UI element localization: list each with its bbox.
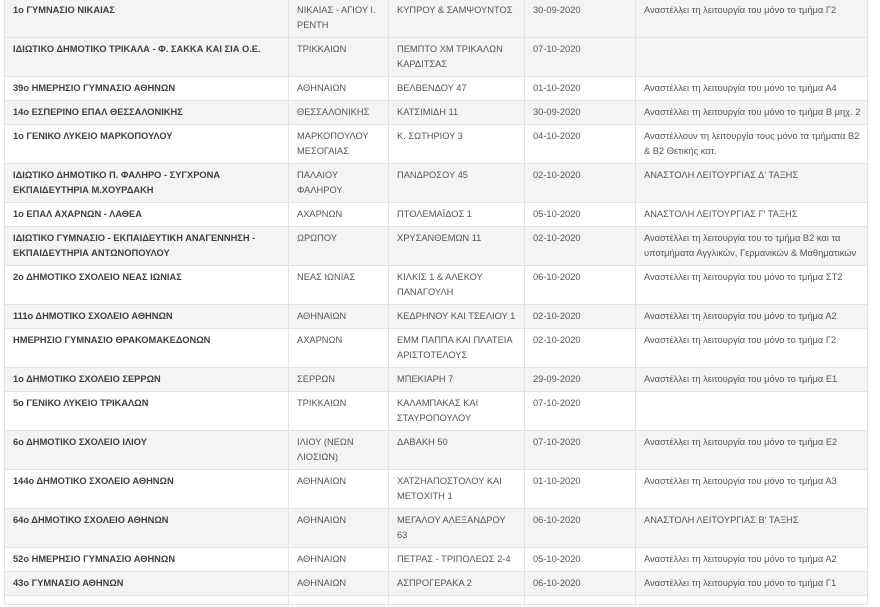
table-row: [5, 509, 868, 548]
table-row: [5, 77, 868, 101]
address-cell: ΜΠΕΚΙΑΡΗ 7: [389, 368, 525, 392]
municipality-cell: ΑΘΗΝΑΙΩΝ: [289, 548, 389, 572]
municipality-cell: ΑΘΗΝΑΙΩΝ: [289, 305, 389, 329]
municipality-cell: ΑΘΗΝΑΙΩΝ: [289, 572, 389, 596]
table-row: [5, 392, 868, 431]
note-cell: Αναστέλλει τη λειτουργία του μόνο το τμήμα Ε1: [636, 368, 868, 392]
date-cell: 02-10-2020: [525, 227, 636, 266]
school-name-cell: ΗΜΕΡΗΣΙΟ ΓΥΜΝΑΣΙΟ ΘΡΑΚΟΜΑΚΕΔΟΝΩΝ: [5, 329, 289, 368]
date-cell: 30-09-2020: [525, 101, 636, 125]
address-cell: Κ. ΣΩΤΗΡΙΟΥ 3: [389, 125, 525, 164]
school-name-cell: [5, 596, 289, 605]
school-name-cell: 14ο ΕΣΠΕΡΙΝΟ ΕΠΑΛ ΘΕΣΣΑΛΟΝΙΚΗΣ: [5, 101, 289, 125]
school-suspensions-table: [4, 0, 868, 605]
table-row: [5, 227, 868, 266]
address-cell: ΠΕΤΡΑΣ - ΤΡΙΠΟΛΕΩΣ 2-4: [389, 548, 525, 572]
municipality-cell: ΑΧΑΡΝΩΝ: [289, 329, 389, 368]
address-cell: ΚΑΤΣΙΜΙΔΗ 11: [389, 101, 525, 125]
school-name-cell: 5ο ΓΕΝΙΚΟ ΛΥΚΕΙΟ ΤΡΙΚΑΛΩΝ: [5, 392, 289, 431]
school-name-cell: 144ο ΔΗΜΟΤΙΚΟ ΣΧΟΛΕΙΟ ΑΘΗΝΩΝ: [5, 470, 289, 509]
table-body: [5, 0, 868, 605]
address-cell: ΚΑΛΑΜΠΑΚΑΣ ΚΑΙ ΣΤΑΥΡΟΠΟΥΛΟΥ: [389, 392, 525, 431]
address-cell: ΧΑΤΖΗΑΠΟΣΤΟΛΟΥ ΚΑΙ ΜΕΤΟΧΙΤΗ 1: [389, 470, 525, 509]
municipality-cell: ΑΘΗΝΑΙΩΝ: [289, 470, 389, 509]
address-cell: ΠΑΝΔΡΟΣΟΥ 45: [389, 164, 525, 203]
table-row: [5, 470, 868, 509]
table-row: [5, 266, 868, 305]
address-cell: ΔΑΒΑΚΗ 50: [389, 431, 525, 470]
note-cell: Αναστέλλει τη λειτουργία του μόνο το τμήμα Γ2: [636, 0, 868, 38]
address-cell: [389, 596, 525, 605]
address-cell: ΕΜΜ ΠΑΠΠΑ ΚΑΙ ΠΛΑΤΕΙΑ ΑΡΙΣΤΟΤΕΛΟΥΣ: [389, 329, 525, 368]
address-cell: ΧΡΥΣΑΝΘΕΜΩΝ 11: [389, 227, 525, 266]
date-cell: 07-10-2020: [525, 392, 636, 431]
date-cell: 06-10-2020: [525, 266, 636, 305]
date-cell: 06-10-2020: [525, 572, 636, 596]
note-cell: Αναστέλλει τη λειτουργία του μόνο το τμήμα Γ2: [636, 329, 868, 368]
note-cell: ΑΝΑΣΤΟΛΗ ΛΕΙΤΟΥΡΓΙΑΣ Δ' ΤΑΞΗΣ: [636, 164, 868, 203]
address-cell: ΠΕΜΠΤΟ ΧΜ ΤΡΙΚΑΛΩΝ ΚΑΡΔΙΤΣΑΣ: [389, 38, 525, 77]
table-row: [5, 0, 868, 38]
table-row: [5, 305, 868, 329]
note-cell: Αναστέλλει τη λειτουργία του μόνο το τμήμα Α3: [636, 470, 868, 509]
address-cell: ΠΤΟΛΕΜΑΪΔΟΣ 1: [389, 203, 525, 227]
municipality-cell: ΑΧΑΡΝΩΝ: [289, 203, 389, 227]
table-row: [5, 548, 868, 572]
date-cell: [525, 596, 636, 605]
note-cell: Αναστέλλει τη λειτουργία του μόνο το τμήμα Β μηχ. 2: [636, 101, 868, 125]
note-cell: Αναστέλλουν τη λειτουργία τους μόνο τα τμήματα Β2 & Β2 Θετικής κατ.: [636, 125, 868, 164]
note-cell: Αναστέλλει τη λειτουργία του μόνο το τμήμα Ε2: [636, 431, 868, 470]
school-name-cell: 1ο ΕΠΑΛ ΑΧΑΡΝΩΝ - ΛΑΘΕΑ: [5, 203, 289, 227]
school-name-cell: ΙΔΙΩΤΙΚΟ ΓΥΜΝΑΣΙΟ - ΕΚΠΑΙΔΕΥΤΙΚΗ ΑΝΑΓΕΝΝΗΣΗ - ΕΚΠΑΙΔΕΥΤΗΡΙΑ ΑΝΤΩΝΟΠΟΥΛΟΥ: [5, 227, 289, 266]
date-cell: 07-10-2020: [525, 38, 636, 77]
municipality-cell: ΙΛΙΟΥ (ΝΕΩΝ ΛΙΟΣΙΩΝ): [289, 431, 389, 470]
municipality-cell: ΤΡΙΚΚΑΙΩΝ: [289, 38, 389, 77]
table-row: [5, 38, 868, 77]
municipality-cell: ΠΑΛΑΙΟΥ ΦΑΛΗΡΟΥ: [289, 164, 389, 203]
date-cell: 29-09-2020: [525, 368, 636, 392]
date-cell: 02-10-2020: [525, 305, 636, 329]
table-row: [5, 431, 868, 470]
table-row: [5, 329, 868, 368]
municipality-cell: ΝΕΑΣ ΙΩΝΙΑΣ: [289, 266, 389, 305]
school-name-cell: 64ο ΔΗΜΟΤΙΚΟ ΣΧΟΛΕΙΟ ΑΘΗΝΩΝ: [5, 509, 289, 548]
municipality-cell: ΣΕΡΡΩΝ: [289, 368, 389, 392]
school-name-cell: 1ο ΔΗΜΟΤΙΚΟ ΣΧΟΛΕΙΟ ΣΕΡΡΩΝ: [5, 368, 289, 392]
school-name-cell: 2ο ΔΗΜΟΤΙΚΟ ΣΧΟΛΕΙΟ ΝΕΑΣ ΙΩΝΙΑΣ: [5, 266, 289, 305]
note-cell: [636, 596, 868, 605]
date-cell: 01-10-2020: [525, 77, 636, 101]
table-row: [5, 101, 868, 125]
note-cell: ΑΝΑΣΤΟΛΗ ΛΕΙΤΟΥΡΓΙΑΣ Β' ΤΑΞΗΣ: [636, 509, 868, 548]
note-cell: Αναστέλλει τη λειτουργία του μόνο το τμήμα ΣΤ2: [636, 266, 868, 305]
municipality-cell: ΑΘΗΝΑΙΩΝ: [289, 77, 389, 101]
school-name-cell: 52ο ΗΜΕΡΗΣΙΟ ΓΥΜΝΑΣΙΟ ΑΘΗΝΩΝ: [5, 548, 289, 572]
school-name-cell: ΙΔΙΩΤΙΚΟ ΔΗΜΟΤΙΚΟ ΤΡΙΚΑΛΑ - Φ. ΣΑΚΚΑ ΚΑΙ ΣΙΑ Ο.Ε.: [5, 38, 289, 77]
table-row: [5, 164, 868, 203]
municipality-cell: ΘΕΣΣΑΛΟΝΙΚΗΣ: [289, 101, 389, 125]
municipality-cell: ΑΘΗΝΑΙΩΝ: [289, 509, 389, 548]
municipality-cell: ΜΑΡΚΟΠΟΥΛΟΥ ΜΕΣΟΓΑΙΑΣ: [289, 125, 389, 164]
date-cell: 02-10-2020: [525, 329, 636, 368]
note-cell: ΑΝΑΣΤΟΛΗ ΛΕΙΤΟΥΡΓΙΑΣ Γ' ΤΑΞΗΣ: [636, 203, 868, 227]
table-row: [5, 368, 868, 392]
municipality-cell: ΩΡΩΠΟΥ: [289, 227, 389, 266]
school-name-cell: 6ο ΔΗΜΟΤΙΚΟ ΣΧΟΛΕΙΟ ΙΛΙΟΥ: [5, 431, 289, 470]
address-cell: ΜΕΓΑΛΟΥ ΑΛΕΞΑΝΔΡΟΥ 63: [389, 509, 525, 548]
date-cell: 30-09-2020: [525, 0, 636, 38]
school-name-cell: 1ο ΓΕΝΙΚΟ ΛΥΚΕΙΟ ΜΑΡΚΟΠΟΥΛΟΥ: [5, 125, 289, 164]
address-cell: ΑΣΠΡΟΓΕΡΑΚΑ 2: [389, 572, 525, 596]
note-cell: [636, 392, 868, 431]
note-cell: Αναστέλλει τη λειτουργία του μόνο το τμήμα Α4: [636, 77, 868, 101]
school-name-cell: 1ο ΓΥΜΝΑΣΙΟ ΝΙΚΑΙΑΣ: [5, 0, 289, 38]
municipality-cell: ΝΙΚΑΙΑΣ - ΑΓΙΟΥ Ι. ΡΕΝΤΗ: [289, 0, 389, 38]
date-cell: 02-10-2020: [525, 164, 636, 203]
address-cell: ΚΙΛΚΙΣ 1 & ΑΛΕΚΟΥ ΠΑΝΑΓΟΥΛΗ: [389, 266, 525, 305]
table-row: [5, 572, 868, 596]
address-cell: ΚΕΔΡΗΝΟΥ ΚΑΙ ΤΣΕΛΙΟΥ 1: [389, 305, 525, 329]
municipality-cell: [289, 596, 389, 605]
table-row-partial: [5, 596, 868, 605]
school-name-cell: 39ο ΗΜΕΡΗΣΙΟ ΓΥΜΝΑΣΙΟ ΑΘΗΝΩΝ: [5, 77, 289, 101]
school-name-cell: 43ο ΓΥΜΝΑΣΙΟ ΑΘΗΝΩΝ: [5, 572, 289, 596]
table-row: [5, 203, 868, 227]
date-cell: 04-10-2020: [525, 125, 636, 164]
note-cell: [636, 38, 868, 77]
date-cell: 05-10-2020: [525, 203, 636, 227]
note-cell: Αναστέλλει τη λειτουργία του μόνο το τμήμα Γ1: [636, 572, 868, 596]
school-name-cell: 111ο ΔΗΜΟΤΙΚΟ ΣΧΟΛΕΙΟ ΑΘΗΝΩΝ: [5, 305, 289, 329]
date-cell: 05-10-2020: [525, 548, 636, 572]
date-cell: 01-10-2020: [525, 470, 636, 509]
address-cell: ΚΥΠΡΟΥ & ΣΑΜΨΟΥΝΤΟΣ: [389, 0, 525, 38]
note-cell: Αναστέλλει τη λειτουργία του μόνο το τμήμα Α2: [636, 305, 868, 329]
date-cell: 07-10-2020: [525, 431, 636, 470]
municipality-cell: ΤΡΙΚΚΑΙΩΝ: [289, 392, 389, 431]
note-cell: Αναστέλλει τη λειτουργία του μόνο το τμήμα Α2: [636, 548, 868, 572]
school-name-cell: ΙΔΙΩΤΙΚΟ ΔΗΜΟΤΙΚΟ Π. ΦΑΛΗΡΟ - ΣΥΓΧΡΟΝΑ ΕΚΠΑΙΔΕΥΤΗΡΙΑ Μ.ΧΟΥΡΔΑΚΗ: [5, 164, 289, 203]
note-cell: Αναστέλλει τη λειτουργία του το τμήμα Β2 και τα υποτμήματα Αγγλικών, Γερμανικών & Μαθηματικών: [636, 227, 868, 266]
address-cell: ΒΕΛΒΕΝΔΟΥ 47: [389, 77, 525, 101]
table-row: [5, 125, 868, 164]
date-cell: 06-10-2020: [525, 509, 636, 548]
